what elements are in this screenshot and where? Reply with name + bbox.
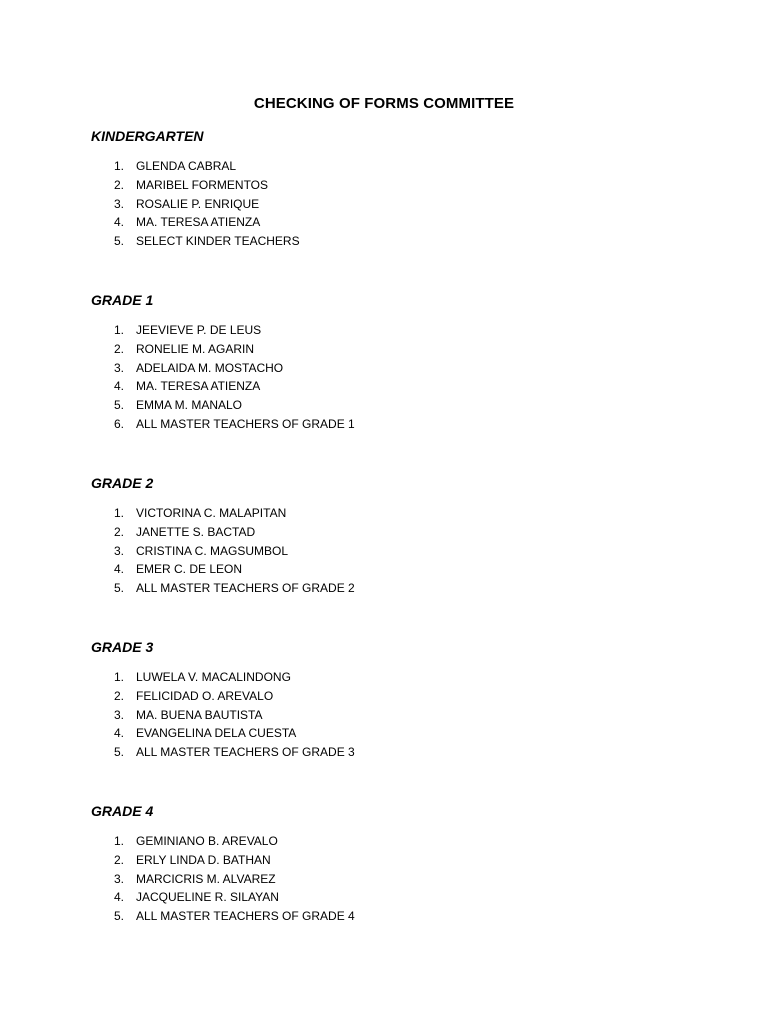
list-item (91, 321, 651, 340)
list-number: 1. (113, 506, 124, 520)
member-name: MA. TERESA ATIENZA (136, 379, 261, 394)
member-name: CRISTINA C. MAGSUMBOL (136, 543, 289, 558)
member-list (91, 668, 651, 762)
list-item (91, 668, 651, 687)
section-grade-3 (91, 637, 651, 762)
list-item (91, 870, 651, 889)
list-number: 6. (113, 416, 124, 431)
list-item (91, 851, 651, 870)
member-name: FELICIDAD O. AREVALO (136, 688, 274, 703)
list-number: 1. (113, 670, 124, 684)
list-number: 1. (113, 834, 124, 848)
member-name: JANETTE S. BACTAD (136, 524, 256, 539)
list-number: 5. (113, 234, 124, 249)
list-item (91, 340, 651, 359)
list-number: 5. (113, 909, 124, 924)
list-number: 4. (113, 562, 124, 577)
list-item (91, 542, 651, 561)
list-number: 3. (113, 543, 124, 558)
section-heading: KINDERGARTEN (91, 128, 204, 144)
member-name: ALL MASTER TEACHERS OF GRADE 4 (136, 909, 355, 924)
list-number: 4. (113, 379, 124, 394)
list-item (91, 157, 651, 176)
list-item (91, 504, 651, 523)
member-name: VICTORINA C. MALAPITAN (136, 506, 287, 520)
member-name: ALL MASTER TEACHERS OF GRADE 2 (136, 581, 355, 596)
member-name: RONELIE M. AGARIN (136, 341, 255, 356)
list-number: 4. (113, 890, 124, 905)
list-number: 5. (113, 745, 124, 760)
member-name: EMMA M. MANALO (136, 398, 243, 413)
list-item (91, 579, 651, 598)
list-item (91, 523, 651, 542)
list-number: 3. (113, 707, 124, 722)
member-name: ROSALIE P. ENRIQUE (136, 196, 260, 211)
document-title: CHECKING OF FORMS COMMITTEE (253, 95, 515, 112)
member-name: JEEVIEVE P. DE LEUS (136, 323, 262, 337)
member-name: GLENDA CABRAL (136, 159, 237, 173)
member-name: LUWELA V. MACALINDONG (136, 670, 291, 684)
member-name: ALL MASTER TEACHERS OF GRADE 1 (136, 416, 355, 431)
member-name: MARIBEL FORMENTOS (136, 177, 269, 192)
member-name: ALL MASTER TEACHERS OF GRADE 3 (136, 745, 355, 760)
section-heading: GRADE 2 (91, 475, 154, 491)
list-item (91, 359, 651, 378)
section-heading: GRADE 4 (91, 803, 154, 819)
list-number: 3. (113, 360, 124, 375)
member-name: MA. BUENA BAUTISTA (136, 707, 263, 722)
member-name: SELECT KINDER TEACHERS (136, 234, 300, 249)
list-item (91, 907, 651, 926)
member-name: ERLY LINDA D. BATHAN (136, 852, 271, 867)
list-item (91, 195, 651, 214)
list-item (91, 706, 651, 725)
list-number: 3. (113, 196, 124, 211)
list-item (91, 888, 651, 907)
list-item (91, 232, 651, 251)
member-list (91, 321, 651, 434)
list-number: 4. (113, 726, 124, 741)
list-number: 3. (113, 871, 124, 886)
section-grade-4 (91, 801, 651, 926)
list-item (91, 176, 651, 195)
section-heading: GRADE 3 (91, 639, 154, 655)
section-heading: GRADE 1 (91, 292, 154, 308)
list-number: 1. (113, 323, 124, 337)
member-name: MA. TERESA ATIENZA (136, 215, 261, 230)
member-list (91, 832, 651, 926)
list-item (91, 560, 651, 579)
list-item (91, 832, 651, 851)
member-list (91, 157, 651, 251)
member-name: GEMINIANO B. AREVALO (136, 834, 278, 848)
list-item (91, 377, 651, 396)
list-number: 5. (113, 581, 124, 596)
member-name: ADELAIDA M. MOSTACHO (136, 360, 284, 375)
list-number: 2. (113, 177, 124, 192)
member-name: EVANGELINA DELA CUESTA (136, 726, 297, 741)
member-name: MARCICRIS M. ALVAREZ (136, 871, 276, 886)
list-number: 5. (113, 398, 124, 413)
list-number: 2. (113, 524, 124, 539)
member-name: JACQUELINE R. SILAYAN (136, 890, 279, 905)
list-number: 2. (113, 688, 124, 703)
list-number: 2. (113, 341, 124, 356)
list-item (91, 213, 651, 232)
list-number: 2. (113, 852, 124, 867)
section-grade-2 (91, 473, 651, 598)
member-list (91, 504, 651, 598)
list-number: 4. (113, 215, 124, 230)
list-item (91, 687, 651, 706)
list-item (91, 724, 651, 743)
list-item (91, 743, 651, 762)
list-number: 1. (113, 159, 124, 173)
section-grade-1 (91, 290, 651, 434)
section-kindergarten (91, 126, 651, 251)
list-item (91, 415, 651, 434)
member-name: EMER C. DE LEON (136, 562, 243, 577)
list-item (91, 396, 651, 415)
